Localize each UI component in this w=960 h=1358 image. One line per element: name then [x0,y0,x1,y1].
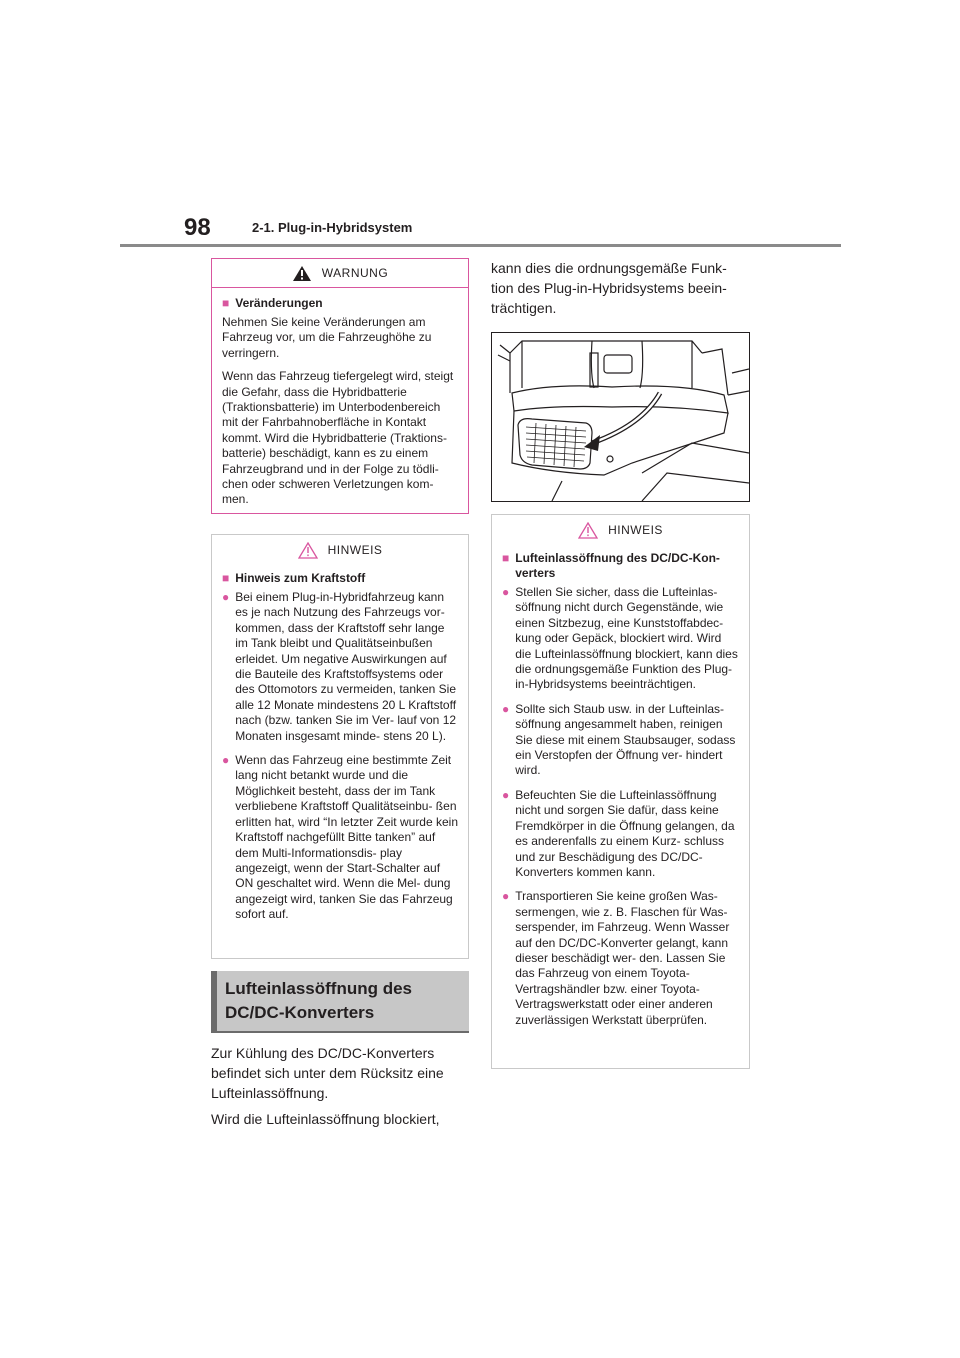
body-paragraph-continuation: kann dies die ordnungsgemäße Funk- tion des Plug-in-Hybridsystems beein- trächtigen. [491,260,727,316]
list-item: ● Stellen Sie sicher, dass die Lufteinlas- söffnung nicht durch Gegenstände, wie einen Sitzbezug, eine Kunststoffabdec- kung oder Gepäck, blockiert wird. Wird die Lufteinlassöffnung blockiert, kann dies die ordnungsgemäße Funktion des Plug-in-Hybridsystems beeinträchtigen. [502,585,738,692]
notice-box-header [492,515,749,545]
notice-subheading: ■ Lufteinlassöffnung des DC/DC-Kon- verters [502,551,720,580]
square-bullet-icon: ■ [222,296,230,310]
warning-triangle-icon [292,265,312,282]
circle-bullet-icon: ● [502,585,510,599]
notice-box-air-intake [491,514,750,1069]
square-bullet-icon: ■ [502,551,510,565]
notice-box-title: HINWEIS [608,523,663,537]
warning-subheading: ■ Veränderungen [222,296,323,310]
left-column [211,258,469,1135]
warning-paragraph: Nehmen Sie keine Veränderungen am Fahrzeug vor, um die Fahrzeughöhe zu verringern. [222,315,432,360]
section-body [211,1043,469,1129]
illustration-drawing [492,333,749,501]
warning-box-header [212,259,468,288]
circle-bullet-icon: ● [222,590,230,604]
notice-box-fuel [211,534,469,959]
page-number: 98 [184,214,211,241]
circle-bullet-icon: ● [502,787,510,802]
list-item: ● Wenn das Fahrzeug eine bestimmte Zeit lang nicht betankt wurde und die Möglichkeit besteht, dass der im Tank verbliebene Kraftstoff Qualitätseinbu- ßen erlitten hat, wird “In letzter Zeit wurde kein Kraftstoff nachgefüllt Bitte tanken” auf dem Multi-Informationsdis- play angezeigt, wenn der Start-Schalter auf ON geschaltet wird. Wenn die Mel- dung angezeigt wird, tanken Sie das Fahrzeug sofort auf. [222,753,459,922]
circle-bullet-icon: ● [222,753,230,768]
warning-paragraph: Wenn das Fahrzeug tiefergelegt wird, steigt die Gefahr, dass die Hybridbatterie (Traktionsbatterie) im Unterbodenbereich mit der Fahrbahnoberfläche in Kontakt kommt. Wird die Hybridbatterie (Traktions- batterie) beschädigt, kann es zu einem Fahrzeugbrand und in der Folge zu tödli- chen oder schweren Verletzungen kom- men. [222,369,454,507]
body-paragraph: Zur Kühlung des DC/DC-Konverters befindet sich unter dem Rücksitz eine Lufteinlassöffnung. [211,1045,444,1101]
list-item: ● Sollte sich Staub usw. in der Lufteinlas- söffnung angesammelt haben, reinigen Sie diese mit einem Staubsauger, sodass ein Verstopfen der Öffnung ver- hindert wird. [502,701,736,778]
circle-bullet-icon: ● [502,889,510,904]
right-column [491,258,750,1069]
body-paragraph: Wird die Lufteinlassöffnung blockiert, [211,1111,440,1127]
list-item: ● Bei einem Plug-in-Hybridfahrzeug kann es je nach Nutzung des Fahrzeugs vor- kommen, dass der Kraftstoff sehr lange im Tank bleibt und Qualitätseinbußen erleidet. Um negative Auswirkungen auf die Bauteile des Kraftstoffsystems oder des Ottomotors zu vermeiden, tanken Sie alle 12 Monate mindestens 20 L Kraftstoff nach (bzw. tanken Sie im Ver- lauf von 12 Monaten insgesamt minde- stens 20 L). [222,590,457,743]
circle-bullet-icon: ● [502,701,510,716]
section-title: 2-1. Plug-in-Hybridsystem [252,220,413,235]
list-item: ● Befeuchten Sie die Lufteinlassöffnung nicht und sorgen Sie dafür, dass keine Fremdkörper in die Öffnung gelangen, da es anderenfalls zu einem Kurz- schluss und zur Beschädigung des DC/DC-Konverters kommen kann. [502,787,735,879]
caution-triangle-icon [298,542,318,559]
rear-seat-air-intake-illustration [491,332,750,502]
notice-subheading: ■ Hinweis zum Kraftstoff [222,571,366,585]
notice-box-title: HINWEIS [327,543,383,557]
square-bullet-icon: ■ [222,571,230,585]
section-heading: Lufteinlassöffnung des DC/DC-Konverters [211,971,469,1033]
warning-box-title: WARNUNG [321,266,389,280]
notice-box-header [212,535,468,565]
caution-triangle-icon [578,522,598,539]
warning-box [211,258,469,514]
header-rule [120,244,841,247]
list-item: ● Transportieren Sie keine großen Was- sermengen, wie z. B. Flaschen für Was- serspender, im Fahrzeug. Wenn Wasser auf den DC/DC-Konverter gelangt, kann dieser beschädigt wer- den. Lassen Sie das Fahrzeug von einem Toyota-Vertragshändler bzw. einer Toyota-Vertragswerkstatt oder einer anderen zuverlässigen Werkstatt überprüfen. [502,889,730,1027]
